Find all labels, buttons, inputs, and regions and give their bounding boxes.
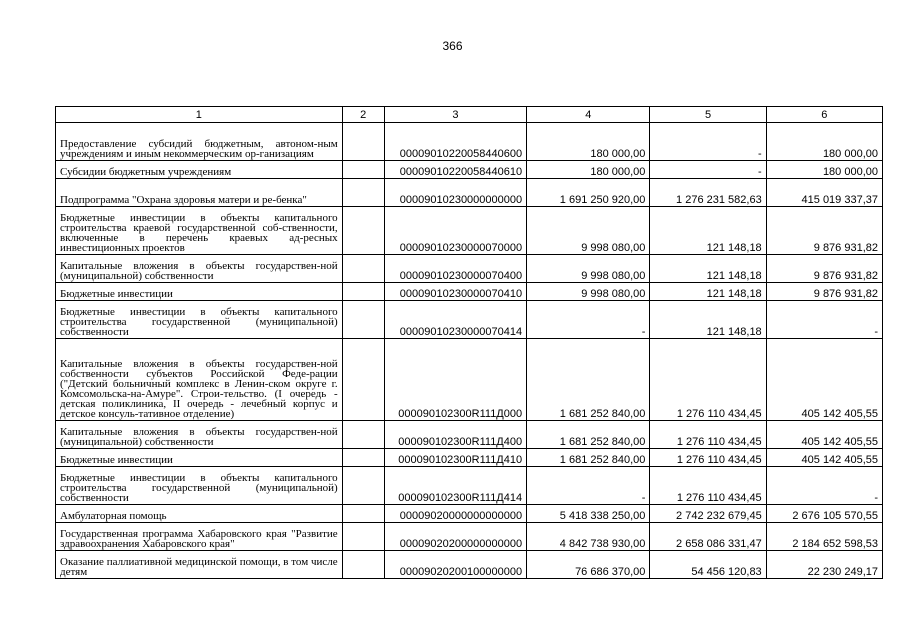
row-code: 00009010230000070414 bbox=[384, 301, 526, 339]
row-value-col6: 180 000,00 bbox=[766, 123, 882, 161]
row-col2 bbox=[342, 161, 384, 179]
table-row bbox=[56, 123, 883, 161]
row-col2 bbox=[342, 467, 384, 505]
row-value-col5: 121 148,18 bbox=[650, 283, 766, 301]
row-col2 bbox=[342, 339, 384, 421]
row-code: 000090102300R111Д400 bbox=[384, 421, 526, 449]
table-row bbox=[56, 523, 883, 551]
row-value-col4: 4 842 738 930,00 bbox=[527, 523, 650, 551]
row-value-col4: - bbox=[527, 301, 650, 339]
row-value-col5: 2 742 232 679,45 bbox=[650, 505, 766, 523]
column-header: 2 bbox=[342, 107, 384, 123]
row-value-col5: 121 148,18 bbox=[650, 301, 766, 339]
row-value-col6: 9 876 931,82 bbox=[766, 283, 882, 301]
row-code: 00009020200100000000 bbox=[384, 551, 526, 579]
row-value-col6: - bbox=[766, 467, 882, 505]
row-value-col5: 1 276 110 434,45 bbox=[650, 339, 766, 421]
row-col2 bbox=[342, 523, 384, 551]
row-value-col5: 54 456 120,83 bbox=[650, 551, 766, 579]
table-row bbox=[56, 255, 883, 283]
row-code: 00009010230000070400 bbox=[384, 255, 526, 283]
row-value-col4: 9 998 080,00 bbox=[527, 283, 650, 301]
row-name: Капитальные вложения в объекты государствен-ной (муниципальной) собственности bbox=[56, 421, 343, 449]
row-code: 00009020000000000000 bbox=[384, 505, 526, 523]
row-value-col5: 1 276 110 434,45 bbox=[650, 467, 766, 505]
row-col2 bbox=[342, 283, 384, 301]
budget-table bbox=[55, 106, 883, 579]
row-value-col6: 9 876 931,82 bbox=[766, 207, 882, 255]
row-col2 bbox=[342, 179, 384, 207]
row-code: 00009010230000070000 bbox=[384, 207, 526, 255]
row-col2 bbox=[342, 421, 384, 449]
row-value-col6: - bbox=[766, 301, 882, 339]
row-value-col4: 180 000,00 bbox=[527, 123, 650, 161]
row-value-col6: 180 000,00 bbox=[766, 161, 882, 179]
table-row bbox=[56, 161, 883, 179]
row-value-col4: 1 691 250 920,00 bbox=[527, 179, 650, 207]
row-name: Оказание паллиативной медицинской помощи, в том числе детям bbox=[56, 551, 343, 579]
row-value-col6: 2 676 105 570,55 bbox=[766, 505, 882, 523]
row-code: 00009010230000070410 bbox=[384, 283, 526, 301]
row-value-col5: 121 148,18 bbox=[650, 255, 766, 283]
row-col2 bbox=[342, 255, 384, 283]
table-row bbox=[56, 421, 883, 449]
row-value-col4: 1 681 252 840,00 bbox=[527, 339, 650, 421]
row-value-col4: 1 681 252 840,00 bbox=[527, 421, 650, 449]
row-name: Бюджетные инвестиции в объекты капитального строительства государственной (муниципальной) собственности bbox=[56, 301, 343, 339]
row-col2 bbox=[342, 505, 384, 523]
row-code: 00009020200000000000 bbox=[384, 523, 526, 551]
row-value-col6: 2 184 652 598,53 bbox=[766, 523, 882, 551]
row-name: Бюджетные инвестиции bbox=[56, 449, 343, 467]
row-value-col4: 9 998 080,00 bbox=[527, 255, 650, 283]
column-header: 1 bbox=[56, 107, 343, 123]
column-header: 3 bbox=[384, 107, 526, 123]
row-value-col4: 1 681 252 840,00 bbox=[527, 449, 650, 467]
row-name: Государственная программа Хабаровского края "Развитие здравоохранения Хабаровского края" bbox=[56, 523, 343, 551]
table-row bbox=[56, 207, 883, 255]
row-value-col5: 1 276 231 582,63 bbox=[650, 179, 766, 207]
column-header: 6 bbox=[766, 107, 882, 123]
row-value-col4: 5 418 338 250,00 bbox=[527, 505, 650, 523]
row-col2 bbox=[342, 301, 384, 339]
table-header-row bbox=[56, 107, 883, 123]
row-value-col5: 2 658 086 331,47 bbox=[650, 523, 766, 551]
row-code: 000090102300R111Д414 bbox=[384, 467, 526, 505]
column-header: 4 bbox=[527, 107, 650, 123]
column-header: 5 bbox=[650, 107, 766, 123]
row-name: Бюджетные инвестиции в объекты капитального строительства краевой государственной соб-ственности, включенные в перечень краевых ад-ресных инвестиционных проектов bbox=[56, 207, 343, 255]
row-name: Бюджетные инвестиции bbox=[56, 283, 343, 301]
row-value-col6: 415 019 337,37 bbox=[766, 179, 882, 207]
row-value-col6: 9 876 931,82 bbox=[766, 255, 882, 283]
row-value-col5: 1 276 110 434,45 bbox=[650, 449, 766, 467]
row-name: Предоставление субсидий бюджетным, автоном-ным учреждениям и иным некоммерческим ор-ганизациям bbox=[56, 123, 343, 161]
row-value-col5: 1 276 110 434,45 bbox=[650, 421, 766, 449]
row-name: Амбулаторная помощь bbox=[56, 505, 343, 523]
row-value-col4: 9 998 080,00 bbox=[527, 207, 650, 255]
row-code: 000090102300R111Д000 bbox=[384, 339, 526, 421]
table-row bbox=[56, 551, 883, 579]
table-row bbox=[56, 283, 883, 301]
row-col2 bbox=[342, 207, 384, 255]
row-code: 00009010230000000000 bbox=[384, 179, 526, 207]
row-value-col6: 22 230 249,17 bbox=[766, 551, 882, 579]
table-row bbox=[56, 179, 883, 207]
row-value-col5: 121 148,18 bbox=[650, 207, 766, 255]
table-row bbox=[56, 339, 883, 421]
row-value-col5: - bbox=[650, 123, 766, 161]
row-name: Бюджетные инвестиции в объекты капитального строительства государственной (муниципальной) собственности bbox=[56, 467, 343, 505]
row-value-col4: 76 686 370,00 bbox=[527, 551, 650, 579]
row-value-col6: 405 142 405,55 bbox=[766, 421, 882, 449]
table-row bbox=[56, 505, 883, 523]
page-number: 366 bbox=[442, 39, 463, 53]
row-name: Капитальные вложения в объекты государствен-ной собственности субъектов Российской Феде-рации ("Детский больничный комплекс в Ленин-ском округе г. Комсомольска-на-Амуре". Строи-тельство. (I очередь - детская поликлиника, II очередь - лечебный корпус и детское консуль-тативное отделение) bbox=[56, 339, 343, 421]
row-col2 bbox=[342, 449, 384, 467]
row-name: Подпрограмма "Охрана здоровья матери и ре-бенка" bbox=[56, 179, 343, 207]
row-name: Субсидии бюджетным учреждениям bbox=[56, 161, 343, 179]
table-row bbox=[56, 449, 883, 467]
row-col2 bbox=[342, 551, 384, 579]
table-row bbox=[56, 467, 883, 505]
row-value-col4: 180 000,00 bbox=[527, 161, 650, 179]
row-value-col6: 405 142 405,55 bbox=[766, 339, 882, 421]
table-row bbox=[56, 301, 883, 339]
row-value-col5: - bbox=[650, 161, 766, 179]
row-name: Капитальные вложения в объекты государствен-ной (муниципальной) собственности bbox=[56, 255, 343, 283]
row-code: 000090102300R111Д410 bbox=[384, 449, 526, 467]
row-code: 00009010220058440600 bbox=[384, 123, 526, 161]
row-value-col4: - bbox=[527, 467, 650, 505]
row-value-col6: 405 142 405,55 bbox=[766, 449, 882, 467]
row-col2 bbox=[342, 123, 384, 161]
row-code: 00009010220058440610 bbox=[384, 161, 526, 179]
